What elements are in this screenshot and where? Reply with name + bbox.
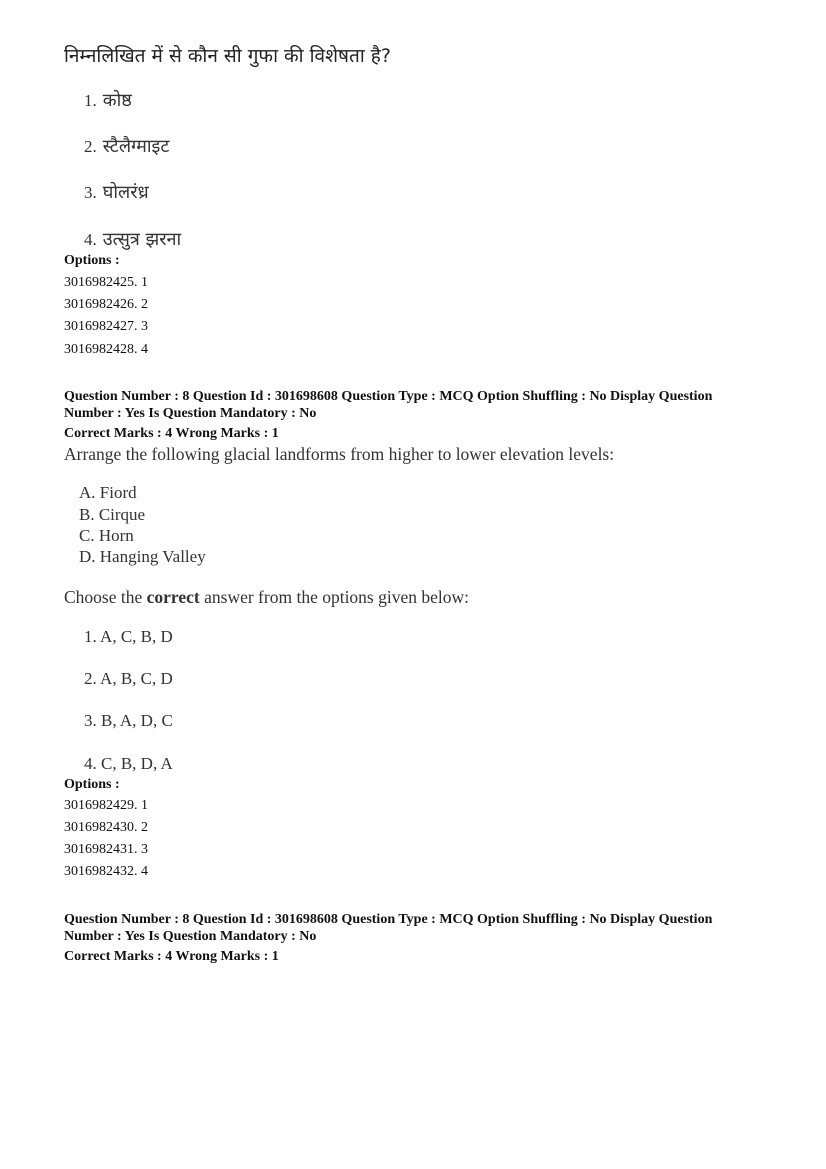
instruction-after: answer from the options given below:: [199, 587, 470, 607]
choice-text: घोलरंध्र: [102, 182, 149, 203]
answer-choice-3: 3. B, A, D, C: [84, 711, 173, 730]
landform-item: D. Hanging Valley: [79, 547, 206, 566]
instruction-text: [64, 587, 469, 608]
answer-choice-4: [84, 227, 181, 251]
choice-text: कोष्ठ: [102, 90, 132, 111]
question-meta: [64, 388, 764, 442]
option-id-4: 3016982428. 4: [64, 342, 148, 357]
meta-line: Question Number : 8 Question Id : 301698608 Question Type : MCQ Option Shuffling : No Display Question: [64, 912, 713, 927]
choice-text: स्टैलैग्माइट: [102, 136, 170, 157]
option-id-2: 3016982426. 2: [64, 297, 148, 312]
marks-line: Correct Marks : 4 Wrong Marks : 1: [64, 949, 279, 964]
marks-line: Correct Marks : 4 Wrong Marks : 1: [64, 426, 279, 441]
option-id-3: 3016982427. 3: [64, 319, 148, 334]
option-id-2: 3016982430. 2: [64, 820, 148, 835]
landform-item: B. Cirque: [79, 505, 146, 524]
instruction-before: Choose the: [64, 587, 147, 607]
answer-choice-2: 2. A, B, C, D: [84, 669, 173, 688]
answer-choice-3: [84, 180, 149, 204]
option-id-1: 3016982429. 1: [64, 798, 148, 813]
question-text-hindi: निम्नलिखित में से कौन सी गुफा की विशेषता है?: [64, 45, 391, 67]
meta-line: Number : Yes Is Question Mandatory : No: [64, 406, 317, 421]
choice-number: 2.: [84, 137, 97, 156]
question-text: Arrange the following glacial landforms from higher to lower elevation levels:: [64, 444, 615, 464]
choice-text: उत्सुत्र झरना: [102, 229, 182, 250]
meta-line: Question Number : 8 Question Id : 301698608 Question Type : MCQ Option Shuffling : No Display Question: [64, 389, 713, 404]
options-label: Options :: [64, 253, 120, 268]
choice-number: 4.: [84, 230, 97, 249]
option-id-1: 3016982425. 1: [64, 275, 148, 290]
answer-choice-1: 1. A, C, B, D: [84, 627, 173, 646]
choice-number: 3.: [84, 183, 97, 202]
question-meta: [64, 911, 764, 965]
instruction-bold: correct: [146, 587, 200, 607]
landform-item: A. Fiord: [79, 483, 137, 502]
landform-item: C. Horn: [79, 526, 134, 545]
answer-choice-4: 4. C, B, D, A: [84, 754, 173, 773]
option-id-3: 3016982431. 3: [64, 842, 148, 857]
options-label: Options :: [64, 777, 120, 792]
answer-choice-1: [84, 88, 132, 112]
option-id-4: 3016982432. 4: [64, 864, 148, 879]
choice-number: 1.: [84, 91, 97, 110]
meta-line: Number : Yes Is Question Mandatory : No: [64, 929, 317, 944]
answer-choice-2: [84, 134, 169, 158]
